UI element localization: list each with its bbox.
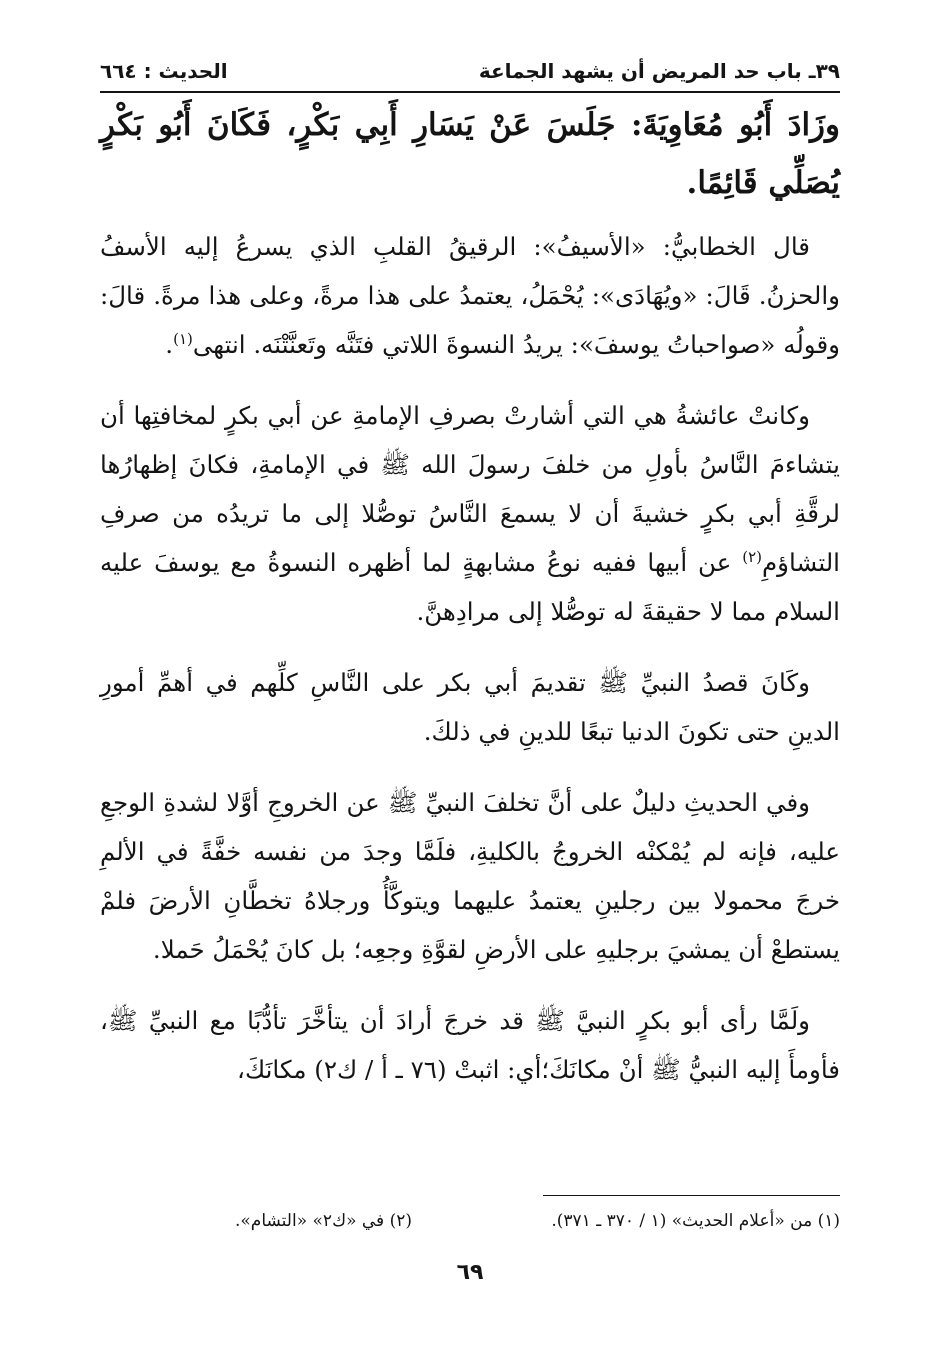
paragraph-khattabi bbox=[100, 222, 840, 369]
footnote-1: (١) من «أعلام الحديث» (١ / ٣٧٠ ـ ٣٧١). bbox=[551, 1211, 840, 1231]
paragraph-text: ولَمَّا رأى أبو بكرٍ النبيَّ ﷺ قد خرجَ أرادَ أن يتأخَّرَ تأدُّبًا مع النبيِّ ﷺ، فأومأَ إليه النبيُّ ﷺ أنْ مكانَكَ؛أي: اثبتْ (٧٦ ـ أ / ك٢) مكانَكَ، bbox=[100, 1006, 840, 1084]
header-divider bbox=[100, 91, 840, 93]
paragraph-text: وكانتْ عائشةُ هي التي أشارتْ بصرفِ الإمامةِ عن أبي بكرٍ لمخافتِها أن يتشاءمَ النَّاسُ بأولِ من خلفَ رسولَ الله ﷺ في الإمامةِ، فكانَ إظهارُها لرقَّةِ أبي بكرٍ خشيةَ أن لا يسمعَ النَّاسُ توصُّلا إلى ما تريدُه من صرفِ التشاؤمِ bbox=[100, 401, 840, 577]
hadith-number: الحديث : ٦٦٤ bbox=[100, 59, 228, 83]
footnote-divider bbox=[543, 1195, 840, 1196]
paragraph-text: وكَانَ قصدُ النبيِّ ﷺ تقديمَ أبي بكر على النَّاسِ كلِّهم في أهمِّ أمورِ الدينِ حتى تكونَ الدنيا تبعًا للدينِ في ذلكَ. bbox=[100, 668, 840, 746]
footnote-2: (٢) في «ك٢» «التشام». bbox=[235, 1211, 412, 1231]
paragraph-tail: عن أبيها ففيه نوعُ مشابهةٍ لما أظهره النسوةُ مع يوسفَ عليه السلام مما لا حقيقةَ له توصُّلا إلى مرادِهنَّ. bbox=[100, 548, 840, 626]
paragraph-intent bbox=[100, 658, 840, 756]
paragraph-text: قال الخطابيُّ: «الأسيفُ»: الرقيقُ القلبِ الذي يسرعُ إليه الأسفُ والحزنُ. قَالَ: «ويُهَادَى»: يُحْمَلُ، يعتمدُ على هذا مرةً، وعلى هذا مرةً. قالَ: وقولُه «صواحباتُ يوسفَ»: يريدُ النسوةَ اللاتي فتَنَّه وتَعنَّتْنَه. انتهى bbox=[100, 232, 840, 359]
main-text bbox=[100, 96, 840, 1094]
page-number: ٦٩ bbox=[456, 1260, 484, 1285]
footnote-ref-2[interactable]: (٢) bbox=[742, 547, 762, 566]
paragraph-abubakr bbox=[100, 996, 840, 1094]
paragraph-tail: . bbox=[165, 330, 174, 359]
chapter-title: ٣٩ـ باب حد المريض أن يشهد الجماعة bbox=[478, 59, 840, 83]
footnotes bbox=[100, 1207, 840, 1237]
paragraph-aisha bbox=[100, 391, 840, 636]
paragraph-text: وفي الحديثِ دليلٌ على أنَّ تخلفَ النبيِّ ﷺ عن الخروجِ أوَّلا لشدةِ الوجعِ عليه، فإنه لم يُمْكنْه الخروجُ بالكليةِ، فلَمَّا وجدَ من نفسه خفَّةً في الألمِ خرجَ محمولا بين رجلينِ يعتمدُ عليهما ويتوكَّأُ ورجلاهُ تخطَّانِ الأرضَ فلمْ يستطعْ أن يمشيَ برجليهِ على الأرضِ لقوَّةِ وجعِه؛ بل كانَ يُحْمَلُ حَملا. bbox=[100, 788, 840, 964]
paragraph-evidence bbox=[100, 778, 840, 974]
footnote-ref-1[interactable]: (١) bbox=[173, 329, 193, 348]
hadith-narration: وزَادَ أَبُو مُعَاوِيَةَ: جَلَسَ عَنْ يَسَارِ أَبِي بَكْرٍ، فَكَانَ أَبُو بَكْرٍ يُصَلِّي قَائِمًا. bbox=[100, 107, 840, 201]
running-header bbox=[100, 56, 840, 90]
